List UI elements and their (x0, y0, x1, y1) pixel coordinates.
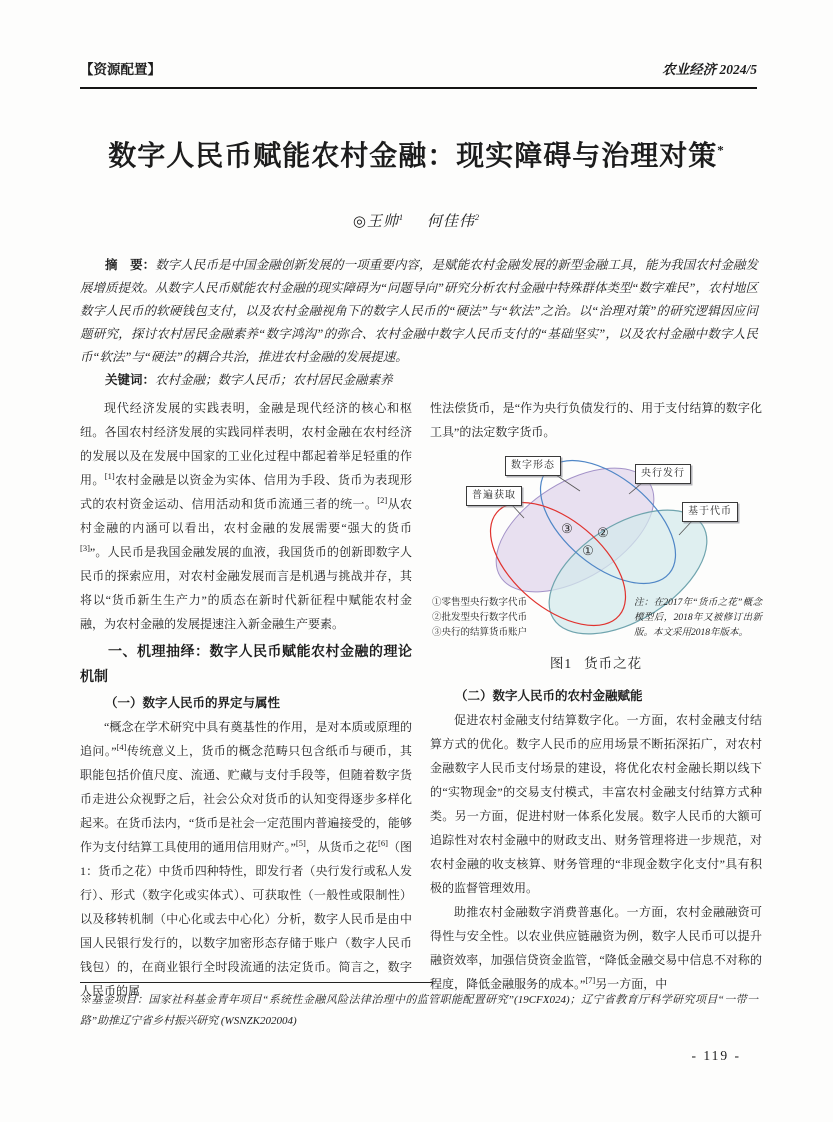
footnote-block (80, 982, 758, 1032)
abstract-label: 摘 要： (105, 258, 156, 272)
paragraph-definition: “概念在学术研究中具有奠基性的作用，是对本质或原理的追问。”[4]传统意义上，货币的概念范畴只包含纸币与硬币，其职能包括价值尺度、流通、贮藏与支付手段等，但随着数字货币走进公众视野之后，社会公众对货币的认知变得逐步多样化起来。在货币法内，“货币是社会一定范围内普遍接受的，能够作为支付结算工具使用的通用信用财产。”[5]，从货币之花[6]（图1：货币之花）中货币四种特性，即发行者（央行发行或私人发行）、形式（数字化或实体式）、可获取性（一般性或限制性）以及移转机制（中心化或去中心化）分析，数字人民币是由中国人民银行发行的，以数字加密形态存储于账户（数字人民币钱包）的，在商业银行全时段流通的法定货币。简言之，数字人民币的属 (80, 720, 412, 998)
footnote-rule (80, 982, 432, 983)
keywords-text: 农村金融；数字人民币；农村居民金融素养 (155, 373, 393, 387)
author-1: ◎王帅$^1$ (352, 212, 405, 230)
right-column (430, 396, 762, 1003)
abstract-text: 数字人民币是中国金融创新发展的一项重要内容，是赋能农村金融发展的新型金融工具，能为我国农村金融发展增质提效。从数字人民币赋能农村金融的现实障碍为“问题导向”研究分析农村金融中特殊群体类型“数字难民”，农村地区数字人民币的软硬钱包支付，以及农村金融视角下的数字人民币的“硬法”与“软法”之治。以“治理对策”的研究逻辑因应问题研究，探讨农村居民金融素养“数字鸿沟”的弥合、农村金融中数字人民币支付的“基础坚实”，以及农村金融中数字人民币“软法”与“硬法”的耦合共治，推进农村金融的发展提速。 (80, 258, 758, 364)
figure-label-digital-form: 数字形态 (505, 456, 561, 476)
header-journal-label: 农业经济 2024/5 (662, 62, 757, 77)
figure-label-central-bank: 央行发行 (635, 464, 691, 484)
body-columns (80, 396, 762, 1003)
page-number: - 119 - (691, 1048, 741, 1063)
figure-marker-2: ② (597, 525, 609, 540)
subsection-heading-1-1: （一）数字人民币的界定与属性 (105, 696, 281, 710)
figure-money-flower (430, 450, 762, 648)
figure-note: 注：在2017年“货币之花”概念模型后，2018年又被修订出新版。本文采用2018年版本。 (634, 598, 762, 638)
footnote-text: ※基金项目：国家社科基金青年项目“系统性金融风险法律治理中的监管职能配置研究”(19CFX024)；辽宁省教育厅科学研究项目“一带一路”助推辽宁省乡村振兴研究 (WSNZK202004) (80, 994, 758, 1027)
header-section-label: 【资源配置】 (80, 62, 161, 77)
keywords-line (80, 369, 758, 392)
paragraph-continued: 性法偿货币，是“作为央行负债发行的、用于支付结算的数字化工具”的法定数字货币。 (430, 401, 762, 439)
figure-caption-number: 图1 (549, 656, 573, 671)
abstract-block (80, 254, 758, 392)
figure-label-token-based: 基于代币 (682, 502, 738, 522)
subsection-heading-1-2: （二）数字人民币的农村金融赋能 (455, 689, 643, 703)
legend-item-retail: ①零售型央行数字代币 (432, 598, 528, 608)
page-header (80, 58, 757, 89)
paragraph-intro: 现代经济发展的实践表明，金融是现代经济的核心和枢纽。各国农村经济发展的实践同样表明，农村金融在农村经济的发展以及在发展中国家的工业化过程中都起着举足轻重的作用。[1]农村金融是以资金为实体、信用为手段、货币为表现形式的农村资金运动、信用活动和货币流通三者的统一。[2]从农村金融的内涵可以看出，农村金融的发展需要“强大的货币[3]”。人民币是我国金融发展的血液，我国货币的创新即数字人民币的探索应用，对农村金融发展而言是机遇与挑战并存，其将以“货币新生生产力”的质态在新时代新征程中赋能农村金融，为农村金融的发展提速注入新金融生产要素。 (80, 401, 412, 631)
legend-item-wholesale: ②批发型央行数字代币 (432, 613, 528, 623)
legend-item-settlement: ③央行的结算货币账户 (432, 628, 528, 638)
figure-caption (430, 652, 762, 676)
figure-marker-1: ① (582, 543, 594, 558)
section-heading-1: 一、机理抽绎：数字人民币赋能农村金融的理论机制 (80, 643, 412, 684)
figure-caption-title: 货币之花 (584, 656, 643, 671)
author-line (0, 210, 833, 231)
author-2: 何佳伟$^2$ (426, 212, 481, 230)
paragraph-inclusive-finance: 助推农村金融数字消费普惠化。一方面，农村金融融资可得性与安全性。以农业供应链融资为例，数字人民币可以提升融资效率，加强信贷资金监管，“降低金融交易中信息不对称的程度，降低金融服务的成本。”[7]另一方面，中 (430, 905, 762, 991)
figure-legend (432, 596, 527, 641)
figure-marker-3: ③ (561, 521, 573, 536)
article-title: 数字人民币赋能农村金融：现实障碍与治理对策* (108, 141, 725, 172)
title-footnote-mark: * (717, 142, 725, 158)
figure-label-universal-access: 普遍获取 (466, 486, 522, 506)
paragraph-payment-digitalization: 促进农村金融支付结算数字化。一方面，农村金融支付结算方式的优化。数字人民币的应用场景不断拓深拓广，对农村金融数字人民币支付场景的建设，将优化农村金融长期以线下的“实物现金”的交易支付模式，丰富农村金融支付结算方式种类。另一方面，促进村财一体系化发展。数字人民币的大额可追踪性对农村金融中的财政支出、财务管理将进一步规范，对农村金融的收支核算、财务管理的“非现金数字化支付”具有积极的监督管理效用。 (430, 713, 762, 895)
keywords-label: 关键词： (105, 373, 156, 387)
left-column (80, 396, 412, 1003)
abstract-paragraph (80, 254, 758, 369)
